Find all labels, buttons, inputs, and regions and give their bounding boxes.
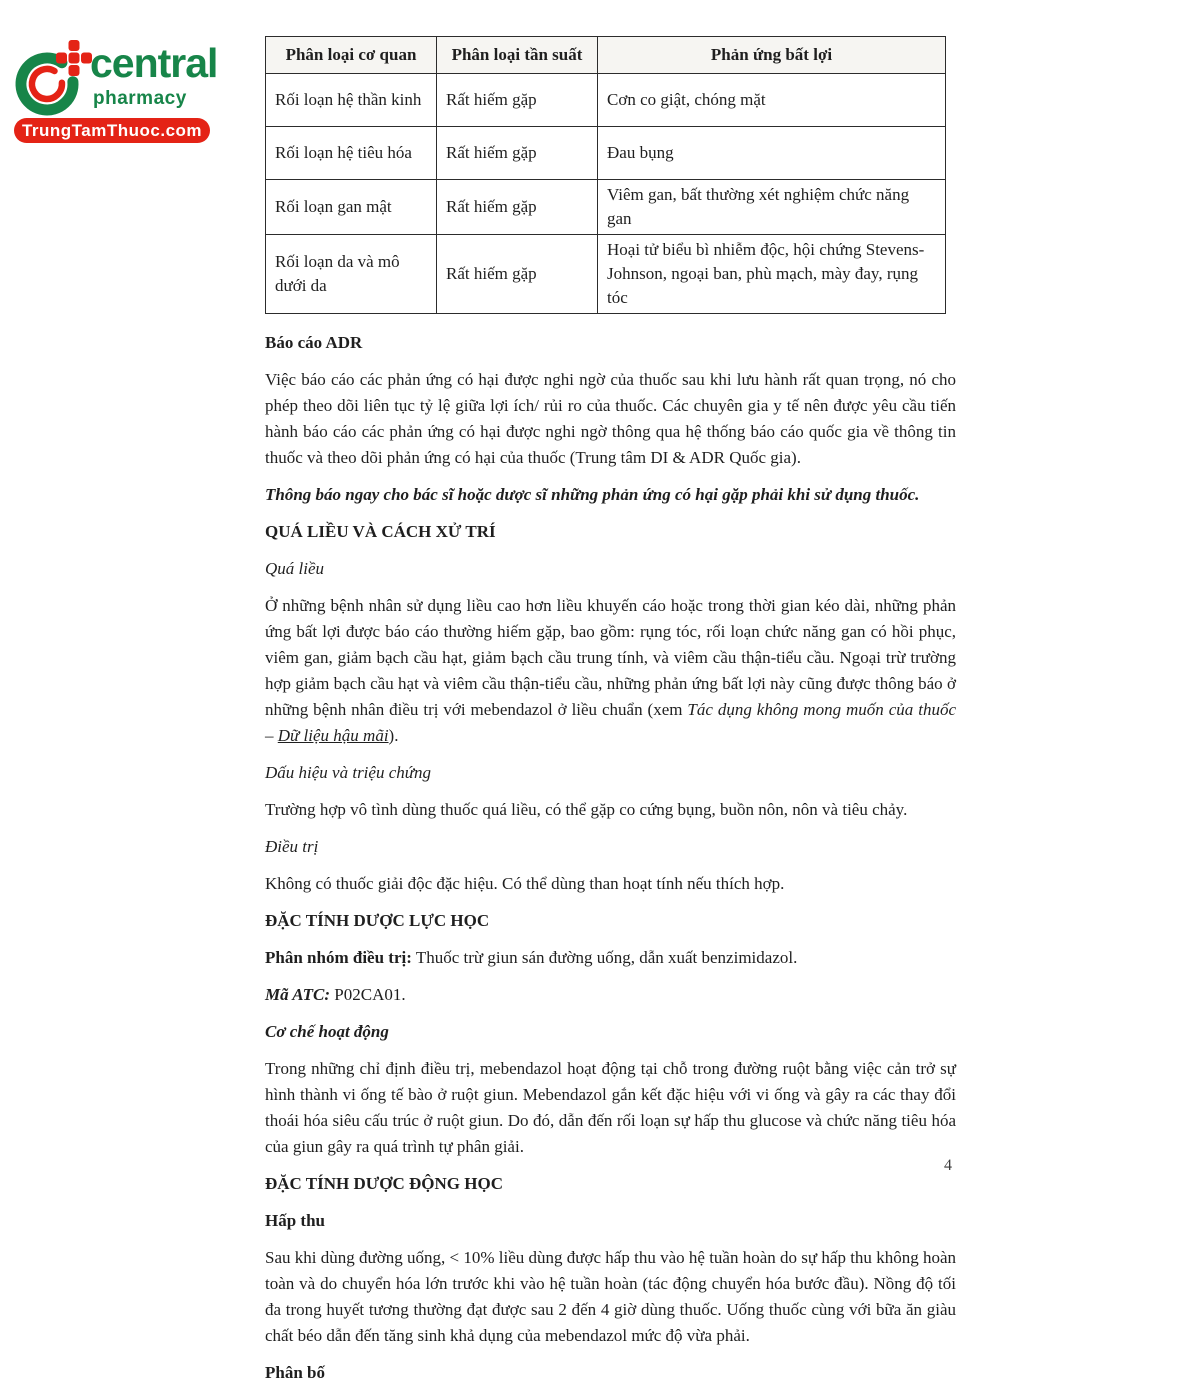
cell-organ: Rối loạn da và mô dưới da [266, 235, 437, 314]
treatment-subheading: Điều trị [265, 837, 319, 856]
overdose-section-heading: QUÁ LIỀU VÀ CÁCH XỬ TRÍ [265, 522, 496, 541]
cell-organ: Rối loạn gan mật [266, 180, 437, 235]
table-row [266, 74, 946, 127]
document-body [265, 36, 956, 1397]
mechanism-subheading: Cơ chế hoạt động [265, 1022, 389, 1041]
page-number: 4 [944, 1157, 952, 1174]
pharmacokinetics-heading: ĐẶC TÍNH DƯỢC ĐỘNG HỌC [265, 1174, 504, 1193]
pharmacy-logo [14, 34, 229, 149]
pharmacodynamics-heading: ĐẶC TÍNH DƯỢC LỰC HỌC [265, 911, 490, 930]
atc-label: Mã ATC: [265, 985, 331, 1004]
overdose-subheading: Quá liều [265, 559, 325, 578]
subgroup-text: Thuốc trừ giun sán đường uống, dẫn xuất benzimidazol. [411, 948, 798, 967]
overdose-paragraph [265, 593, 956, 749]
cell-reaction: Đau bụng [598, 127, 946, 180]
column-header-frequency: Phân loại tần suất [437, 37, 598, 74]
absorption-subheading: Hấp thu [265, 1211, 325, 1230]
logo-banner: TrungTamThuoc.com [14, 118, 210, 143]
overdose-italic-ref: Tác dụng không mong muốn của thuốc – [265, 700, 956, 745]
logo-brand-subtext: pharmacy [93, 88, 187, 109]
table-header-row [266, 37, 946, 74]
treatment-paragraph: Không có thuốc giải độc đặc hiệu. Có thể dùng than hoạt tính nếu thích hợp. [265, 874, 785, 893]
plus-icon [56, 40, 92, 76]
subgroup-label: Phân nhóm điều trị: [265, 948, 412, 967]
atc-code-line [265, 982, 956, 1008]
logo-brand-text: central [90, 40, 218, 86]
signs-subheading: Dấu hiệu và triệu chứng [265, 763, 432, 782]
signs-paragraph: Trường hợp vô tình dùng thuốc quá liều, có thể gặp co cứng bụng, buồn nôn, nôn và tiêu chảy. [265, 800, 908, 819]
overdose-text: Ở những bệnh nhân sử dụng liều cao hơn liều khuyến cáo hoặc trong thời gian kéo dài, những phản ứng bất lợi được báo cáo thường hiếm gặp, bao gồm: rụng tóc, rối loạn chức năng gan có hồi phục, viêm gan, giảm bạch cầu hạt, giảm bạch cầu trung tính, và viêm cầu thận-tiểu cầu. Ngoại trừ trường hợp giảm bạch cầu hạt và viêm cầu thận-tiểu cầu, những phản ứng bất lợi này cũng được thông báo ở những bệnh nhân điều trị với mebendazol ở liều chuẩn (xem [265, 596, 956, 719]
absorption-paragraph: Sau khi dùng đường uống, < 10% liều dùng được hấp thu vào hệ tuần hoàn do sự hấp thu không hoàn toàn và do chuyển hóa lớn trước khi vào hệ tuần hoàn (tác động chuyển hóa bước đầu). Nồng độ tối đa trong huyết tương thường đạt được sau 2 đến 4 giờ dùng thuốc. Uống thuốc cùng với bữa ăn giàu chất béo dẫn đến tăng sinh khả dụng của mebendazol mức độ vừa phải. [265, 1248, 956, 1345]
cell-frequency: Rất hiếm gặp [437, 74, 598, 127]
adr-report-heading: Báo cáo ADR [265, 333, 363, 352]
notice-line: Thông báo ngay cho bác sĩ hoặc dược sĩ những phản ứng có hại gặp phải khi sử dụng thuốc. [265, 485, 920, 504]
column-header-reaction: Phản ứng bất lợi [598, 37, 946, 74]
cell-reaction: Cơn co giật, chóng mặt [598, 74, 946, 127]
atc-text: P02CA01. [330, 985, 406, 1004]
column-header-organ: Phân loại cơ quan [266, 37, 437, 74]
cell-organ: Rối loạn hệ thần kinh [266, 74, 437, 127]
cell-frequency: Rất hiếm gặp [437, 127, 598, 180]
cell-frequency: Rất hiếm gặp [437, 235, 598, 314]
distribution-subheading: Phân bố [265, 1363, 325, 1382]
cell-reaction: Viêm gan, bất thường xét nghiệm chức năng gan [598, 180, 946, 235]
mechanism-paragraph: Trong những chỉ định điều trị, mebendazol hoạt động tại chỗ trong đường ruột bằng việc cản trở sự hình thành vi ống tế bào ở ruột giun. Mebendazol gắn kết đặc hiệu với vi ống và gây ra các thay đổi thoái hóa siêu cấu trúc ở ruột giun. Do đó, dẫn đến rối loạn sự hấp thu glucose và chức năng tiêu hóa của giun gây ra quá trình tự phân giải. [265, 1059, 956, 1156]
overdose-underlined-ref: Dữ liệu hậu mãi [277, 726, 389, 745]
table-row [266, 180, 946, 235]
overdose-text-end: ). [388, 726, 399, 745]
cell-frequency: Rất hiếm gặp [437, 180, 598, 235]
therapeutic-subgroup-line [265, 945, 956, 971]
adr-report-paragraph: Việc báo cáo các phản ứng có hại được nghi ngờ của thuốc sau khi lưu hành rất quan trọng, nó cho phép theo dõi liên tục tỷ lệ giữa lợi ích/ rủi ro của thuốc. Các chuyên gia y tế nên được yêu cầu tiến hành báo cáo các phản ứng có hại được nghi ngờ thông qua hệ thống báo cáo quốc gia về thông tin thuốc và theo dõi phản ứng có hại của thuốc (Trung tâm DI & ADR Quốc gia). [265, 370, 956, 467]
table-row [266, 127, 946, 180]
adverse-reactions-table [265, 36, 946, 314]
table-row [266, 235, 946, 314]
cell-reaction: Hoại tử biểu bì nhiễm độc, hội chứng Stevens-Johnson, ngoại ban, phù mạch, mày đay, rụng tóc [598, 235, 946, 314]
cell-organ: Rối loạn hệ tiêu hóa [266, 127, 437, 180]
